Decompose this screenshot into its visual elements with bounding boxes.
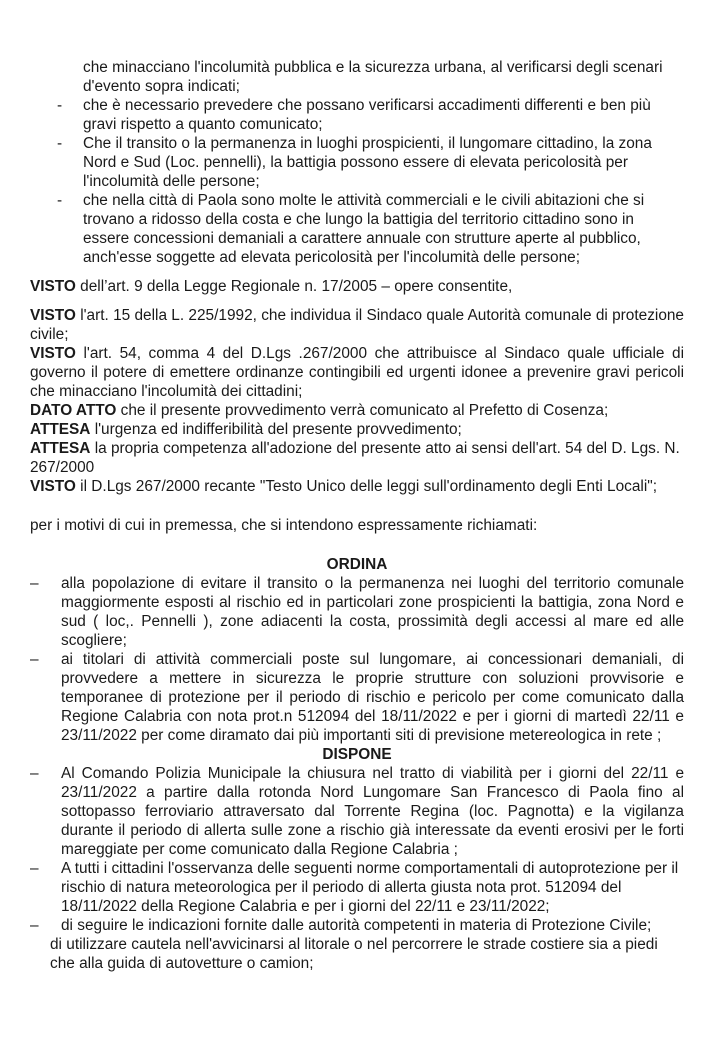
recital-key: ATTESA — [30, 421, 91, 438]
recital-text: il D.Lgs 267/2000 recante "Testo Unico delle leggi sull'ordinamento degli Enti Locali"; — [75, 478, 657, 495]
continued-consideration: che minacciano l'incolumità pubblica e la sicurezza urbana, al verificarsi degli scenari d'evento sopra indicati; — [83, 59, 663, 95]
ordina-item — [30, 650, 684, 745]
dispone-heading: DISPONE — [322, 746, 392, 763]
ordina-text: ai titolari di attività commerciali poste sul lungomare, ai concessionari demaniali, di provvedere a mettere in sicurezza le proprie strutture con soluzioni provvisorie e temporanee di protezione per il periodo di rischio e pericolo per come comunicato dalla Regione Calabria con nota prot.n 512094 del 18/11/2022 e per i giorni di martedì 22/11 e 23/11/2022 per come diramato dai più importanti siti di previsione metereologica in rete ; — [61, 651, 684, 744]
dash-marker: - — [57, 135, 63, 152]
dash-marker: – — [30, 765, 39, 782]
dispone-item — [30, 859, 684, 916]
recital-text: che il presente provvedimento verrà comunicato al Prefetto di Cosenza; — [116, 402, 609, 419]
dash-marker: - — [57, 192, 63, 209]
dispone-text: A tutti i cittadini l'osservanza delle seguenti norme comportamentali di autoprotezione per il rischio di natura meteorologica per il periodo di allerta giusta nota prot. 512094 del 18/11/2022 della Regione Calabria e per i giorni del 22/11 e 23/11/2022; — [61, 860, 679, 915]
consideration-text: Che il transito o la permanenza in luoghi prospicienti, il lungomare cittadino, la zona Nord e Sud (Loc. pennelli), la battigia possono essere di elevata pericolosità per l'incolumità delle persone; — [83, 135, 652, 190]
recital-key: VISTO — [30, 307, 76, 324]
recital — [30, 439, 684, 477]
recital-text: l'urgenza ed indifferibilità del presente provvedimento; — [90, 421, 462, 438]
recital-key: DATO ATTO — [30, 402, 117, 419]
consideration-item — [30, 191, 684, 267]
recital — [30, 277, 684, 296]
recital-key: VISTO — [30, 278, 76, 295]
recital — [30, 420, 684, 439]
dash-marker: – — [30, 651, 39, 668]
recital-text: dell’art. 9 della Legge Regionale n. 17/2005 – opere consentite, — [75, 278, 513, 295]
dispone-last-line: di utilizzare cautela nell'avvicinarsi al litorale o nel percorrere le strade costiere sia a piedi che alla guida di autovetture o camion; — [50, 936, 658, 972]
consideration-item — [30, 96, 684, 134]
consideration-text: che nella città di Paola sono molte le attività commerciali e le civili abitazioni che si trovano a ridosso della costa e che lungo la battigia del territorio cittadino sono in essere concessioni demaniali a carattere annuale con strutture aperte al pubblico, anch'esse soggette ad elevata pericolosità per l'incolumità delle persone; — [83, 192, 645, 266]
recital-text: la propria competenza all'adozione del presente atto ai sensi dell'art. 54 del D. Lgs. N. 267/2000 — [30, 440, 680, 476]
consideration-item — [30, 134, 684, 191]
ordina-heading: ORDINA — [326, 556, 388, 573]
dispone-text: Al Comando Polizia Municipale la chiusura nel tratto di viabilità per i giorni del 22/11 e 23/11/2022 a partire dalla rotonda Nord Lungomare San Francesco di Paola fino al sottopasso ferroviario attraversato dal Torrente Regina (loc. Pagnotta) e la vigilanza durante il periodo di allerta sulle zone a rischio già interessate da eventi erosivi per le forti mareggiate per come comunicato dalla Regione Calabria ; — [61, 765, 684, 858]
recital-key: VISTO — [30, 345, 76, 362]
recital-text: l'art. 15 della L. 225/1992, che individua il Sindaco quale Autorità comunale di protezione civile; — [30, 307, 684, 343]
dash-marker: – — [30, 917, 39, 934]
recital — [30, 306, 684, 344]
dispone-item — [30, 764, 684, 859]
recital — [30, 401, 684, 420]
dispone-item — [30, 916, 684, 935]
dash-marker: - — [57, 97, 63, 114]
dash-marker: – — [30, 575, 39, 592]
recital-key: VISTO — [30, 478, 76, 495]
recital — [30, 344, 684, 401]
dash-marker: – — [30, 860, 39, 877]
ordina-item — [30, 574, 684, 650]
motives-sentence: per i motivi di cui in premessa, che si intendono espressamente richiamati: — [30, 517, 538, 534]
dispone-text: di seguire le indicazioni fornite dalle autorità competenti in materia di Protezione Civile; — [61, 917, 652, 934]
consideration-text: che è necessario prevedere che possano verificarsi accadimenti differenti e ben più gravi rispetto a quanto comunicato; — [83, 97, 651, 133]
recital-text: l'art. 54, comma 4 del D.Lgs .267/2000 che attribuisce al Sindaco quale ufficiale di governo il potere di emettere ordinanze contingibili ed urgenti idonee a prevenire gravi pericoli che minacciano l'incolumità dei cittadini; — [30, 345, 684, 400]
ordina-text: alla popolazione di evitare il transito o la permanenza nei luoghi del territorio comunale maggiormente esposti al rischio ed in particolari zone prospicienti la battigia, zona Nord e sud ( loc,. Pennelli ), zone adiacenti la costa, prossimità degli accessi al mare ed alle scogliere; — [61, 575, 684, 649]
recital — [30, 477, 684, 496]
recital-key: ATTESA — [30, 440, 91, 457]
